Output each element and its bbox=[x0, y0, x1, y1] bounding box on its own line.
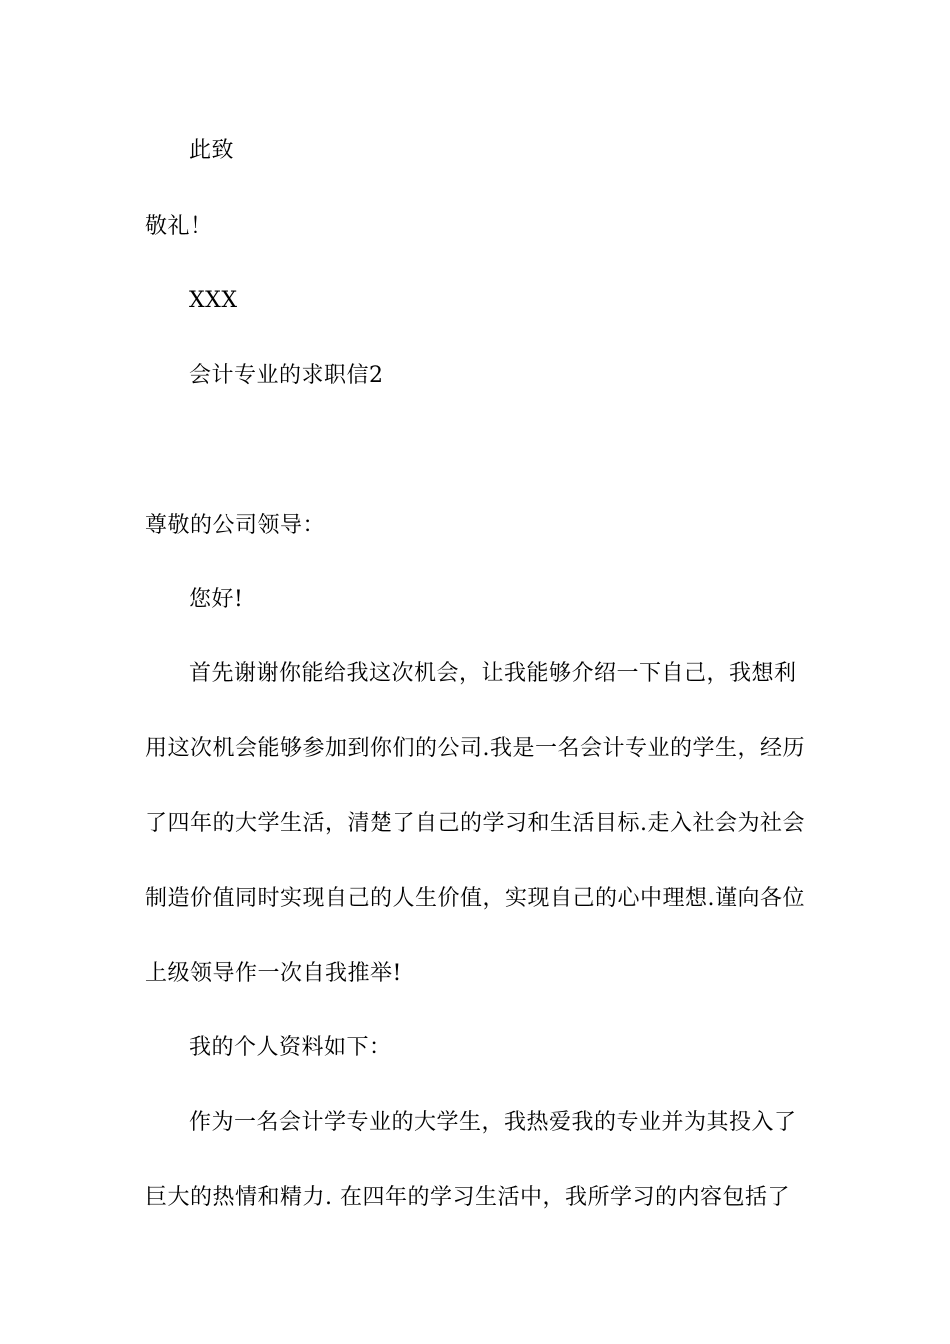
signature: XXX bbox=[189, 288, 238, 313]
paragraph3-line1: 作为一名会计学专业的大学生，我热爱我的专业并为其投入了 bbox=[189, 1110, 797, 1135]
paragraph2: 我的个人资料如下： bbox=[189, 1035, 392, 1060]
paragraph1-line5: 上级领导作一次自我推举! bbox=[145, 961, 402, 986]
closing-regards: 敬礼！ bbox=[145, 214, 213, 239]
greeting: 尊敬的公司领导： bbox=[145, 513, 326, 538]
section-title: 会计专业的求职信2 bbox=[189, 363, 384, 388]
paragraph1-line4: 制造价值同时实现自己的人生价值，实现自己的心中理想.谨向各位 bbox=[145, 886, 805, 911]
paragraph1-line1: 首先谢谢你能给我这次机会，让我能够介绍一下自己，我想利 bbox=[189, 661, 797, 686]
paragraph3-line2: 巨大的热情和精力. 在四年的学习生活中，我所学习的内容包括了 bbox=[145, 1185, 790, 1210]
hello-line: 您好! bbox=[189, 587, 244, 612]
closing-salutation: 此致 bbox=[189, 138, 235, 163]
paragraph1-line2: 用这次机会能够参加到你们的公司.我是一名会计专业的学生，经历 bbox=[145, 736, 805, 761]
paragraph1-line3: 了四年的大学生活，清楚了自己的学习和生活目标.走入社会为社会 bbox=[145, 811, 805, 836]
